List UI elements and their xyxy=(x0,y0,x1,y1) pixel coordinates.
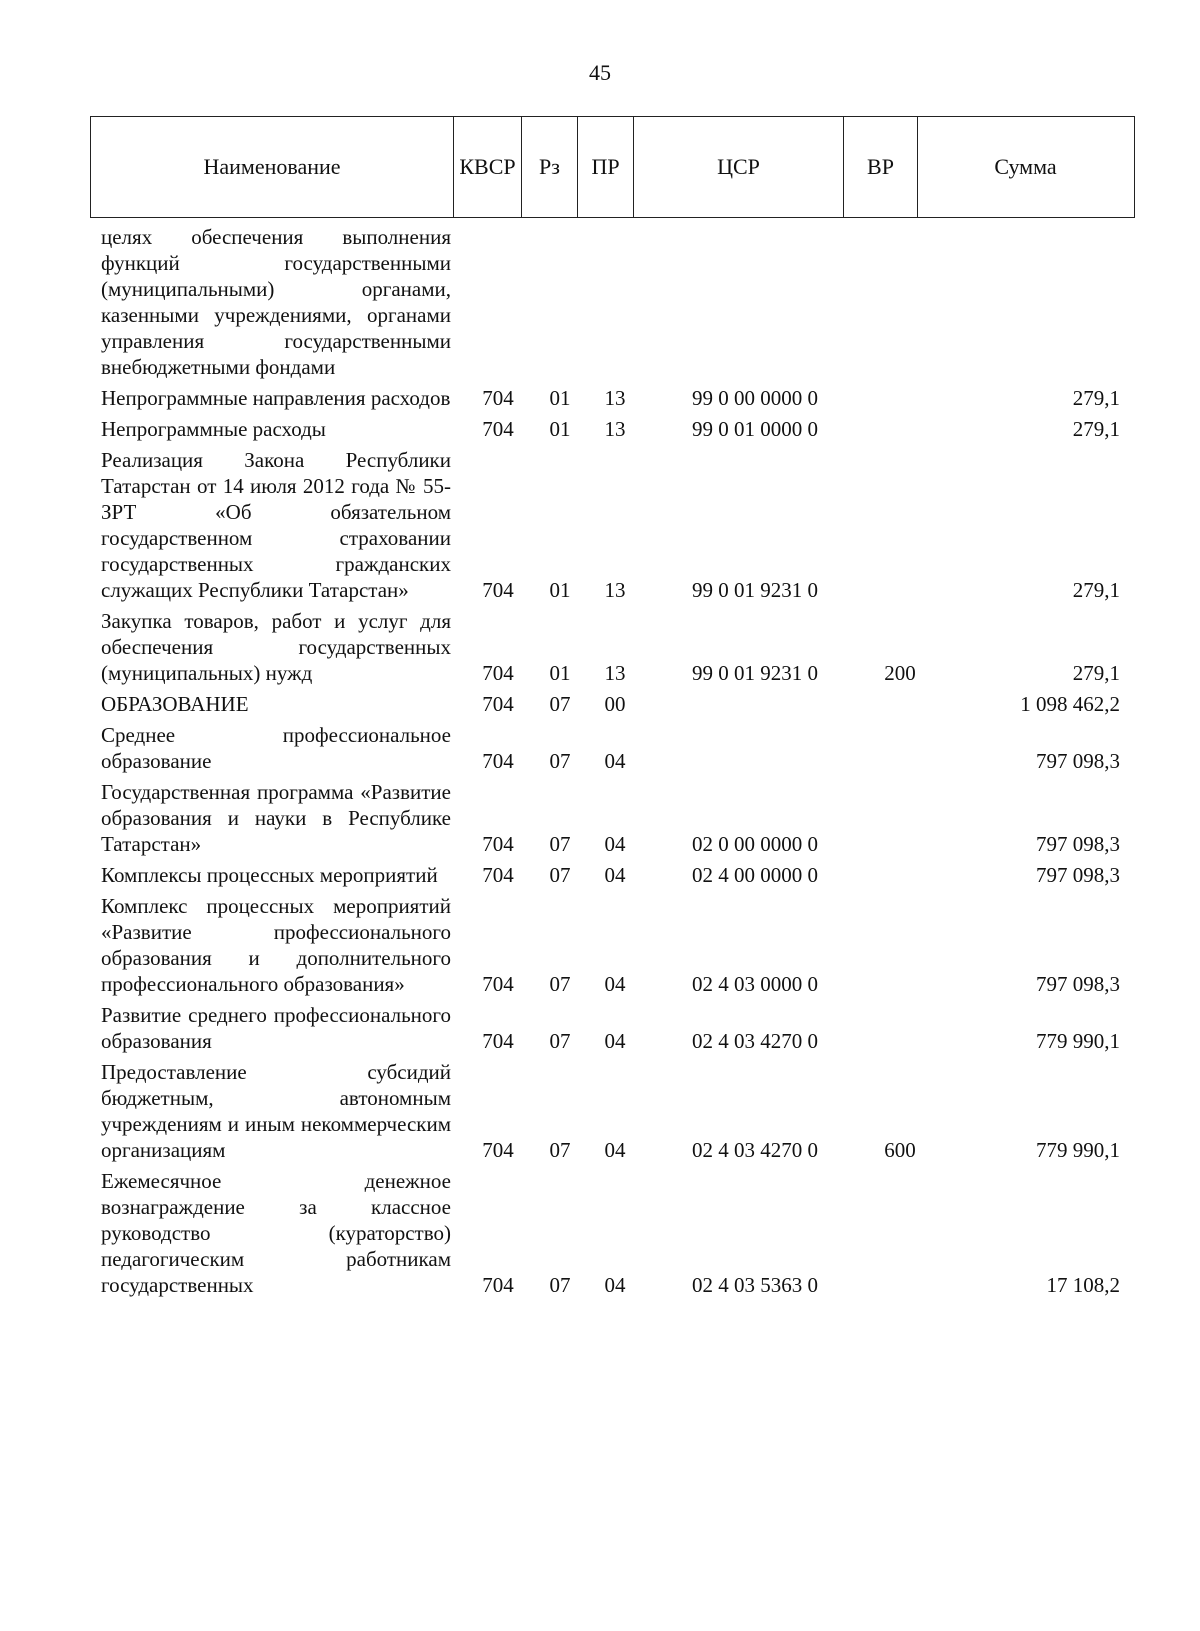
row-kvsr: 704 xyxy=(482,417,514,441)
table-row xyxy=(0,224,1200,380)
table-row xyxy=(0,1059,1200,1163)
table-row xyxy=(0,691,1200,717)
page-number: 45 xyxy=(589,60,611,85)
table-row xyxy=(0,779,1200,857)
row-rz: 07 xyxy=(549,1138,571,1162)
row-rz: 01 xyxy=(549,661,571,685)
row-kvsr: 704 xyxy=(482,692,514,716)
row-name: Реализация Закона Республики Татарстан от 14 июля 2012 года № 55-ЗРТ «Об обязательном государственном страховании государственных гражданских служащих Республики Татарстан» xyxy=(101,448,451,602)
header-name: Наименование xyxy=(203,154,341,179)
row-csr: 99 0 00 0000 0 xyxy=(692,386,818,410)
row-sum: 279,1 xyxy=(1072,417,1120,441)
row-sum: 797 098,3 xyxy=(1036,832,1120,856)
row-name: Ежемесячное денежное вознаграждение за классное руководство (кураторство) педагогическим работникам государственных xyxy=(101,1169,451,1297)
row-pr: 04 xyxy=(604,749,626,773)
row-csr: 02 4 03 5363 0 xyxy=(692,1273,818,1297)
table-row xyxy=(0,862,1200,888)
header-rz: Рз xyxy=(521,117,577,217)
row-rz: 07 xyxy=(549,1029,571,1053)
row-rz: 07 xyxy=(549,692,571,716)
row-pr: 04 xyxy=(604,1138,626,1162)
row-sum: 279,1 xyxy=(1072,661,1120,685)
row-name: Государственная программа «Развитие образования и науки в Республике Татарстан» xyxy=(101,780,451,856)
row-kvsr: 704 xyxy=(482,1138,514,1162)
row-name: Непрограммные расходы xyxy=(101,417,326,441)
row-pr: 13 xyxy=(604,661,626,685)
row-kvsr: 704 xyxy=(482,1029,514,1053)
table-row xyxy=(0,893,1200,997)
table-row xyxy=(0,608,1200,686)
row-csr: 02 0 00 0000 0 xyxy=(692,832,818,856)
header-sum: Сумма xyxy=(917,117,1133,217)
row-rz: 07 xyxy=(549,749,571,773)
row-csr: 99 0 01 9231 0 xyxy=(692,661,818,685)
header-vr: ВР xyxy=(843,117,917,217)
header-kvsr: КВСР xyxy=(453,117,521,217)
row-sum: 779 990,1 xyxy=(1036,1138,1120,1162)
table-body xyxy=(0,224,1200,1303)
row-name: Развитие среднего профессионального образования xyxy=(101,1003,451,1053)
table-row xyxy=(0,385,1200,411)
row-rz: 01 xyxy=(549,386,571,410)
row-rz: 01 xyxy=(549,578,571,602)
row-pr: 04 xyxy=(604,863,626,887)
header-csr: ЦСР xyxy=(633,117,843,217)
row-kvsr: 704 xyxy=(482,863,514,887)
table-row xyxy=(0,447,1200,603)
row-vr: 600 xyxy=(884,1138,916,1162)
row-pr: 13 xyxy=(604,417,626,441)
row-name: Среднее профессиональное образование xyxy=(101,723,451,773)
row-name: Предоставление субсидий бюджетным, автономным учреждениям и иным некоммерческим организациям xyxy=(101,1060,451,1162)
row-sum: 797 098,3 xyxy=(1036,972,1120,996)
row-pr: 00 xyxy=(604,692,626,716)
row-csr: 99 0 01 9231 0 xyxy=(692,578,818,602)
row-kvsr: 704 xyxy=(482,386,514,410)
row-pr: 13 xyxy=(604,578,626,602)
row-sum: 279,1 xyxy=(1072,578,1120,602)
row-sum: 279,1 xyxy=(1072,386,1120,410)
row-rz: 07 xyxy=(549,863,571,887)
row-kvsr: 704 xyxy=(482,972,514,996)
row-pr: 04 xyxy=(604,832,626,856)
row-sum: 797 098,3 xyxy=(1036,863,1120,887)
table-row xyxy=(0,416,1200,442)
table-header xyxy=(90,116,1135,218)
row-pr: 04 xyxy=(604,1029,626,1053)
row-sum: 17 108,2 xyxy=(1046,1273,1120,1297)
row-name: Комплекс процессных мероприятий «Развитие профессионального образования и дополнительного профессионального образования» xyxy=(101,894,451,996)
row-rz: 07 xyxy=(549,972,571,996)
row-rz: 01 xyxy=(549,417,571,441)
row-kvsr: 704 xyxy=(482,661,514,685)
row-pr: 04 xyxy=(604,972,626,996)
row-csr: 02 4 03 4270 0 xyxy=(692,1029,818,1053)
row-rz: 07 xyxy=(549,832,571,856)
row-kvsr: 704 xyxy=(482,749,514,773)
row-sum: 779 990,1 xyxy=(1036,1029,1120,1053)
header-pr: ПР xyxy=(577,117,633,217)
row-csr: 02 4 03 0000 0 xyxy=(692,972,818,996)
row-sum: 797 098,3 xyxy=(1036,749,1120,773)
row-name: целях обеспечения выполнения функций государственными (муниципальными) органами, казенными учреждениями, органами управления государственными внебюджетными фондами xyxy=(101,225,451,379)
row-kvsr: 704 xyxy=(482,1273,514,1297)
row-name: Непрограммные направления расходов xyxy=(101,386,451,410)
row-rz: 07 xyxy=(549,1273,571,1297)
row-name: Комплексы процессных мероприятий xyxy=(101,863,438,887)
row-name: Закупка товаров, работ и услуг для обеспечения государственных (муниципальных) нужд xyxy=(101,609,451,685)
row-pr: 13 xyxy=(604,386,626,410)
row-csr: 02 4 03 4270 0 xyxy=(692,1138,818,1162)
row-sum: 1 098 462,2 xyxy=(1020,692,1120,716)
row-csr: 99 0 01 0000 0 xyxy=(692,417,818,441)
row-vr: 200 xyxy=(884,661,916,685)
row-csr: 02 4 00 0000 0 xyxy=(692,863,818,887)
row-pr: 04 xyxy=(604,1273,626,1297)
table-row xyxy=(0,1168,1200,1298)
table-row xyxy=(0,722,1200,774)
table-row xyxy=(0,1002,1200,1054)
row-kvsr: 704 xyxy=(482,578,514,602)
row-kvsr: 704 xyxy=(482,832,514,856)
row-name: ОБРАЗОВАНИЕ xyxy=(101,692,249,716)
